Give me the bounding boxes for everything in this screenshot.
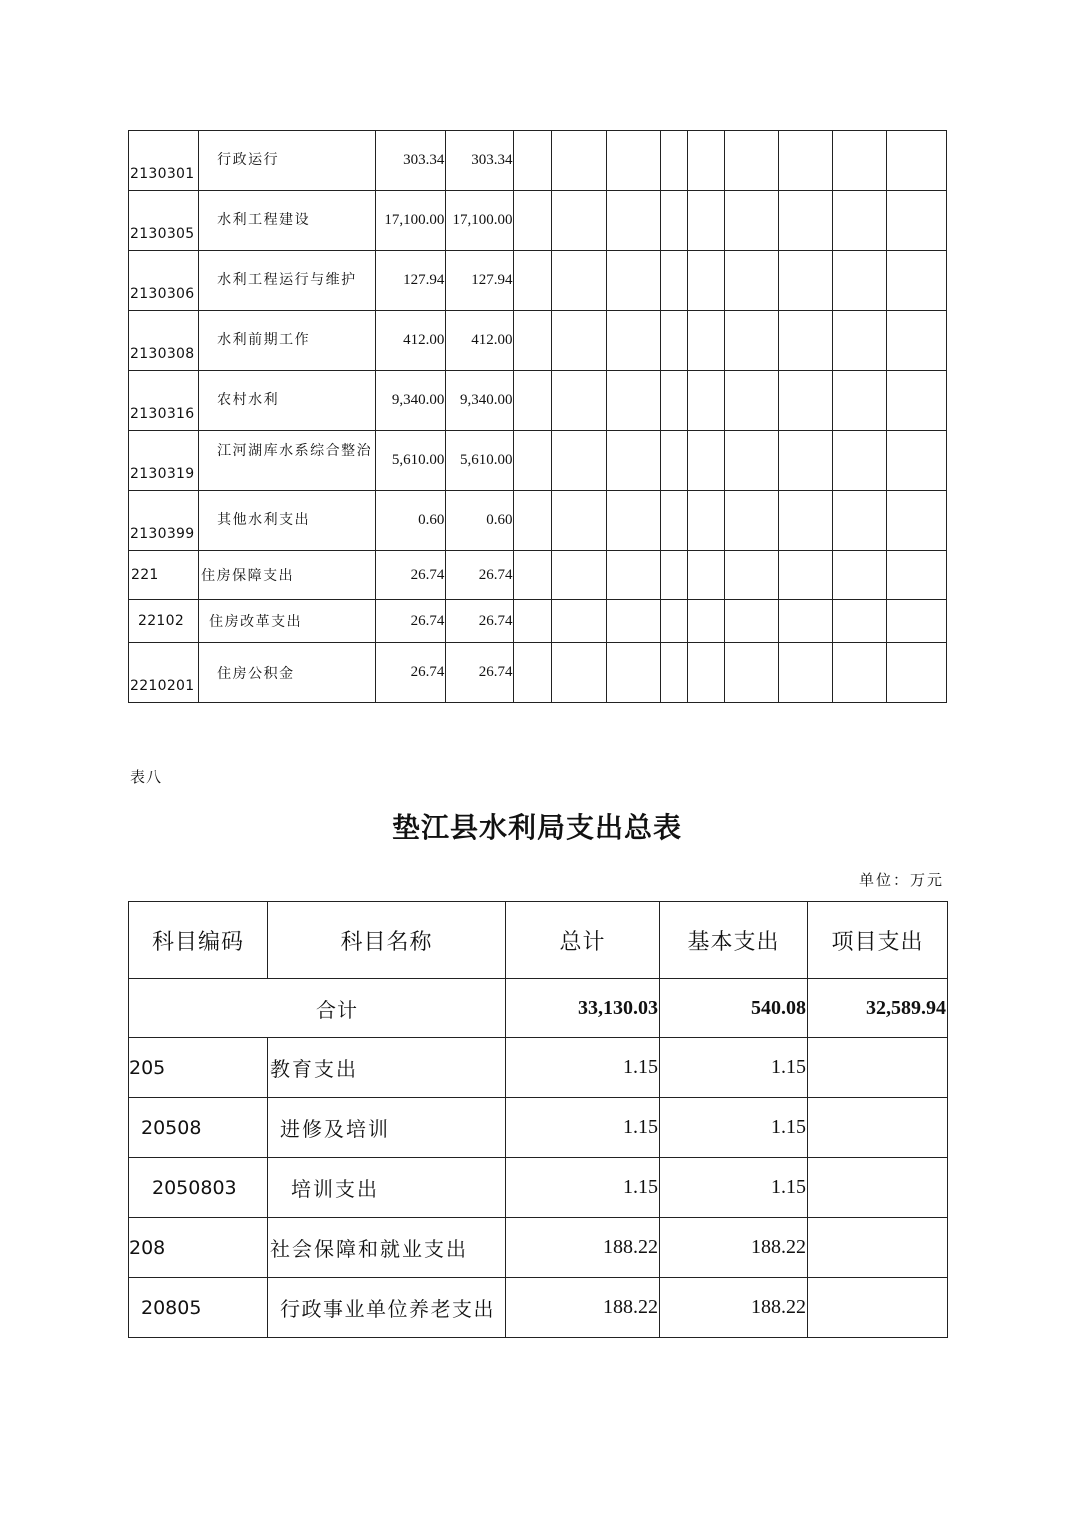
empty-cell	[886, 371, 946, 431]
subject-code: 2210201	[129, 643, 199, 703]
empty-cell	[660, 431, 687, 491]
page-title: 垫江县水利局支出总表	[391, 811, 682, 844]
empty-cell	[552, 371, 606, 431]
basic-value: 0.60	[446, 491, 514, 551]
table-row	[129, 131, 947, 191]
basic-value: 1.15	[660, 1158, 808, 1218]
total-value: 17,100.00	[376, 191, 446, 251]
empty-cell	[832, 643, 886, 703]
empty-cell	[687, 491, 724, 551]
empty-cell	[886, 551, 946, 600]
empty-cell	[514, 491, 552, 551]
empty-cell	[514, 551, 552, 600]
empty-cell	[724, 431, 778, 491]
empty-cell	[778, 191, 832, 251]
empty-cell	[832, 131, 886, 191]
table-row	[129, 1278, 948, 1338]
total-label: 合计	[129, 979, 506, 1038]
empty-cell	[724, 131, 778, 191]
empty-cell	[552, 491, 606, 551]
empty-cell	[778, 643, 832, 703]
unit-label: 单位：万元	[858, 871, 944, 889]
empty-cell	[514, 251, 552, 311]
empty-cell	[886, 191, 946, 251]
empty-cell	[552, 431, 606, 491]
empty-cell	[724, 551, 778, 600]
project-value	[808, 1038, 948, 1098]
empty-cell	[687, 191, 724, 251]
total-value: 188.22	[506, 1278, 660, 1338]
empty-cell	[724, 371, 778, 431]
subject-name: 水利前期工作	[199, 311, 376, 371]
subject-code: 22102	[129, 600, 199, 643]
empty-cell	[724, 491, 778, 551]
total-value: 303.34	[376, 131, 446, 191]
subject-code: 2050803	[129, 1158, 268, 1218]
empty-cell	[660, 600, 687, 643]
empty-cell	[886, 311, 946, 371]
subject-name: 江河湖库水系综合整治	[199, 431, 376, 491]
empty-cell	[552, 600, 606, 643]
subject-code: 20508	[129, 1098, 268, 1158]
total-value: 5,610.00	[376, 431, 446, 491]
empty-cell	[514, 191, 552, 251]
table-row	[129, 431, 947, 491]
subject-code: 208	[129, 1218, 268, 1278]
empty-cell	[606, 191, 660, 251]
header-subject-name: 科目名称	[268, 902, 506, 979]
empty-cell	[514, 600, 552, 643]
total-value: 0.60	[376, 491, 446, 551]
total-value: 1.15	[506, 1158, 660, 1218]
empty-cell	[687, 643, 724, 703]
empty-cell	[660, 131, 687, 191]
project-value	[808, 1158, 948, 1218]
subject-name: 水利工程建设	[199, 191, 376, 251]
empty-cell	[606, 131, 660, 191]
empty-cell	[606, 311, 660, 371]
empty-cell	[724, 643, 778, 703]
project-value	[808, 1278, 948, 1338]
empty-cell	[514, 431, 552, 491]
basic-value: 188.22	[660, 1218, 808, 1278]
empty-cell	[660, 191, 687, 251]
grand-total-value: 33,130.03	[506, 979, 660, 1038]
table-row	[129, 1158, 948, 1218]
empty-cell	[552, 551, 606, 600]
empty-cell	[778, 551, 832, 600]
empty-cell	[778, 251, 832, 311]
empty-cell	[778, 491, 832, 551]
subject-name: 水利工程运行与维护	[199, 251, 376, 311]
subject-code: 205	[129, 1038, 268, 1098]
table-row	[129, 251, 947, 311]
total-value: 1.15	[506, 1038, 660, 1098]
empty-cell	[724, 311, 778, 371]
table-row	[129, 600, 947, 643]
empty-cell	[886, 251, 946, 311]
empty-cell	[606, 431, 660, 491]
empty-cell	[660, 371, 687, 431]
subject-name: 住房保障支出	[199, 551, 376, 600]
subject-name: 培训支出	[268, 1158, 506, 1218]
subject-name: 其他水利支出	[199, 491, 376, 551]
basic-value: 188.22	[660, 1278, 808, 1338]
table-row	[129, 551, 947, 600]
empty-cell	[687, 251, 724, 311]
empty-cell	[514, 371, 552, 431]
empty-cell	[606, 551, 660, 600]
subject-code: 2130301	[129, 131, 199, 191]
subject-code: 2130305	[129, 191, 199, 251]
project-total-value: 32,589.94	[808, 979, 948, 1038]
empty-cell	[724, 191, 778, 251]
basic-value: 412.00	[446, 311, 514, 371]
empty-cell	[832, 551, 886, 600]
basic-value: 9,340.00	[446, 371, 514, 431]
empty-cell	[606, 643, 660, 703]
empty-cell	[687, 131, 724, 191]
empty-cell	[687, 600, 724, 643]
empty-cell	[514, 643, 552, 703]
total-value: 26.74	[376, 643, 446, 703]
empty-cell	[778, 311, 832, 371]
empty-cell	[886, 491, 946, 551]
empty-cell	[724, 251, 778, 311]
header-subject-code: 科目编码	[129, 902, 268, 979]
empty-cell	[660, 251, 687, 311]
table-header-row	[129, 902, 948, 979]
empty-cell	[660, 311, 687, 371]
total-row	[129, 979, 948, 1038]
total-value: 412.00	[376, 311, 446, 371]
basic-value: 26.74	[446, 643, 514, 703]
empty-cell	[514, 311, 552, 371]
header-project-expense: 项目支出	[808, 902, 948, 979]
total-value: 127.94	[376, 251, 446, 311]
basic-value: 26.74	[446, 600, 514, 643]
expense-summary-table	[128, 901, 948, 1338]
empty-cell	[832, 431, 886, 491]
subject-name: 行政事业单位养老支出	[268, 1278, 506, 1338]
empty-cell	[552, 311, 606, 371]
empty-cell	[778, 431, 832, 491]
table-row	[129, 1218, 948, 1278]
subject-name: 住房公积金	[199, 643, 376, 703]
empty-cell	[832, 600, 886, 643]
empty-cell	[687, 551, 724, 600]
subject-code: 2130399	[129, 491, 199, 551]
basic-value: 26.74	[446, 551, 514, 600]
total-value: 1.15	[506, 1098, 660, 1158]
subject-name: 农村水利	[199, 371, 376, 431]
empty-cell	[687, 311, 724, 371]
table-row	[129, 311, 947, 371]
subject-code: 2130319	[129, 431, 199, 491]
empty-cell	[832, 371, 886, 431]
empty-cell	[886, 600, 946, 643]
subject-name: 社会保障和就业支出	[268, 1218, 506, 1278]
subject-code: 2130306	[129, 251, 199, 311]
empty-cell	[832, 311, 886, 371]
empty-cell	[724, 600, 778, 643]
basic-value: 17,100.00	[446, 191, 514, 251]
table-number-label: 表八	[130, 768, 163, 786]
table-row	[129, 491, 947, 551]
empty-cell	[552, 131, 606, 191]
empty-cell	[687, 431, 724, 491]
empty-cell	[832, 251, 886, 311]
subject-name: 教育支出	[268, 1038, 506, 1098]
table-row	[129, 371, 947, 431]
table-row	[129, 1038, 948, 1098]
header-total: 总计	[506, 902, 660, 979]
table-row	[129, 191, 947, 251]
empty-cell	[514, 131, 552, 191]
basic-total-value: 540.08	[660, 979, 808, 1038]
empty-cell	[886, 643, 946, 703]
empty-cell	[832, 491, 886, 551]
empty-cell	[552, 643, 606, 703]
empty-cell	[778, 371, 832, 431]
empty-cell	[606, 371, 660, 431]
subject-code: 20805	[129, 1278, 268, 1338]
subject-name: 行政运行	[199, 131, 376, 191]
empty-cell	[886, 431, 946, 491]
table-row	[129, 643, 947, 703]
empty-cell	[886, 131, 946, 191]
total-value: 26.74	[376, 551, 446, 600]
subject-code: 2130316	[129, 371, 199, 431]
total-value: 26.74	[376, 600, 446, 643]
subject-name: 住房改革支出	[199, 600, 376, 643]
empty-cell	[552, 251, 606, 311]
empty-cell	[660, 551, 687, 600]
continued-expense-table	[128, 130, 947, 703]
table-row	[129, 1098, 948, 1158]
basic-value: 5,610.00	[446, 431, 514, 491]
basic-value: 1.15	[660, 1038, 808, 1098]
empty-cell	[606, 251, 660, 311]
basic-value: 127.94	[446, 251, 514, 311]
project-value	[808, 1098, 948, 1158]
empty-cell	[660, 643, 687, 703]
subject-name: 进修及培训	[268, 1098, 506, 1158]
empty-cell	[552, 191, 606, 251]
empty-cell	[832, 191, 886, 251]
subject-code: 2130308	[129, 311, 199, 371]
total-value: 9,340.00	[376, 371, 446, 431]
project-value	[808, 1218, 948, 1278]
empty-cell	[778, 131, 832, 191]
header-basic-expense: 基本支出	[660, 902, 808, 979]
empty-cell	[606, 600, 660, 643]
empty-cell	[660, 491, 687, 551]
total-value: 188.22	[506, 1218, 660, 1278]
empty-cell	[687, 371, 724, 431]
basic-value: 1.15	[660, 1098, 808, 1158]
basic-value: 303.34	[446, 131, 514, 191]
subject-code: 221	[129, 551, 199, 600]
empty-cell	[778, 600, 832, 643]
empty-cell	[606, 491, 660, 551]
